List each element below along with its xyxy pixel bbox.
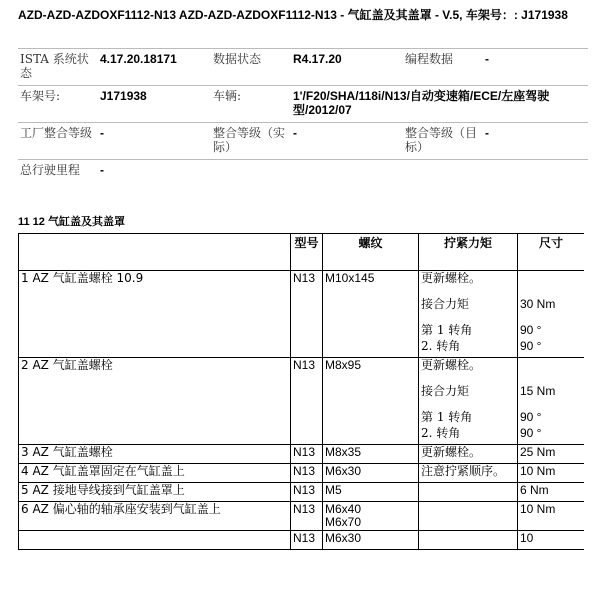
cell-torque	[419, 445, 518, 464]
torque-step: 接合力矩	[421, 297, 470, 311]
cell-description: 3 AZ 气缸盖螺栓	[19, 445, 291, 464]
info-label: 总行驶里程	[18, 160, 98, 183]
size-value: 10 Nm	[520, 464, 556, 478]
cell-model: N13	[291, 502, 323, 531]
size-value	[520, 272, 582, 298]
info-row	[18, 49, 588, 86]
cell-size	[518, 464, 585, 483]
torque-step: 更新螺栓。	[421, 445, 482, 459]
table-row	[19, 483, 585, 502]
cell-description	[19, 531, 291, 550]
torque-step: 2. 转角	[421, 426, 461, 440]
info-value: J171938	[98, 86, 211, 123]
thread-value: M6x30	[325, 464, 362, 478]
info-value: R4.17.20	[291, 49, 403, 86]
table-row	[19, 464, 585, 483]
cell-thread	[323, 445, 419, 464]
size-value: 15 Nm	[520, 384, 556, 398]
torque-table	[18, 233, 584, 550]
column-header-torque: 拧紧力矩	[419, 234, 518, 271]
cell-model: N13	[291, 531, 323, 550]
table-body	[19, 271, 585, 550]
cell-size	[518, 271, 585, 358]
torque-step: 第 1 转角	[421, 323, 473, 337]
info-label: 工厂整合等级	[18, 123, 98, 160]
size-value: 30 Nm	[520, 297, 556, 311]
cell-torque	[419, 483, 518, 502]
size-value: 6 Nm	[520, 483, 549, 497]
cell-torque	[419, 502, 518, 531]
info-value: 4.17.20.18171	[98, 49, 211, 86]
info-label: 整合等级（目标）	[403, 123, 483, 160]
info-value: -	[98, 123, 211, 160]
info-value: -	[483, 123, 588, 160]
cell-size	[518, 531, 585, 550]
column-header-desc	[19, 234, 291, 271]
column-header-size: 尺寸	[518, 234, 585, 271]
size-value: 90 °	[520, 339, 542, 353]
section-title: 11 12 气缸盖及其盖罩	[18, 216, 125, 228]
thread-value: M8x95	[325, 358, 362, 372]
cell-description: 5 AZ 接地导线接到气缸盖罩上	[19, 483, 291, 502]
cell-torque	[419, 271, 518, 358]
cell-thread	[323, 483, 419, 502]
table-row	[19, 358, 585, 445]
thread-value: M6x30	[325, 531, 362, 545]
torque-table-wrapper	[18, 233, 584, 604]
info-row	[18, 123, 588, 160]
info-table	[18, 48, 588, 182]
cell-thread	[323, 531, 419, 550]
thread-value: M8x35	[325, 445, 362, 459]
cell-description: 2 AZ 气缸盖螺栓	[19, 358, 291, 445]
cell-size	[518, 483, 585, 502]
cell-description: 6 AZ 偏心轴的轴承座安装到气缸盖上	[19, 502, 291, 531]
cell-thread	[323, 358, 419, 445]
torque-step	[421, 484, 515, 500]
size-value: 10	[520, 531, 534, 545]
info-value: -	[291, 123, 403, 160]
cell-model: N13	[291, 483, 323, 502]
info-label: 车辆:	[211, 86, 291, 123]
table-row	[19, 445, 585, 464]
table-row	[19, 502, 585, 531]
cell-thread	[323, 464, 419, 483]
thread-value: M10x145	[325, 271, 375, 285]
info-value: -	[98, 160, 211, 183]
cell-torque	[419, 531, 518, 550]
cell-torque	[419, 464, 518, 483]
info-value: -	[483, 49, 588, 86]
torque-step: 注意拧紧顺序。	[421, 464, 506, 478]
document-title: AZD-AZD-AZDOXF1112-N13 AZD-AZD-AZDOXF1112-N13 - 气缸盖及其盖罩 - V.5, 车架号：: J171938	[18, 8, 568, 22]
torque-step: 接合力矩	[421, 384, 470, 398]
cell-description: 4 AZ 气缸盖罩固定在气缸盖上	[19, 464, 291, 483]
cell-model: N13	[291, 271, 323, 358]
size-value: 10 Nm	[520, 502, 556, 516]
cell-size	[518, 502, 585, 531]
info-row	[18, 86, 588, 123]
torque-step	[421, 503, 515, 519]
thread-value: M6x40	[325, 502, 362, 516]
torque-step: 2. 转角	[421, 339, 461, 353]
cell-model: N13	[291, 358, 323, 445]
size-value: 90 °	[520, 323, 542, 337]
table-row	[19, 271, 585, 358]
cell-size	[518, 358, 585, 445]
thread-value: M6x70	[325, 515, 362, 529]
info-label: 数据状态	[211, 49, 291, 86]
torque-step: 更新螺栓。	[421, 271, 482, 285]
table-row	[19, 531, 585, 550]
size-value: 25 Nm	[520, 445, 556, 459]
info-label: 编程数据	[403, 49, 483, 86]
thread-value: M5	[325, 483, 342, 497]
table-header-row	[19, 234, 585, 271]
size-value: 90 °	[520, 426, 542, 440]
cell-thread	[323, 502, 419, 531]
torque-step: 更新螺栓。	[421, 358, 482, 372]
info-row	[18, 160, 588, 183]
cell-torque	[419, 358, 518, 445]
size-value: 90 °	[520, 410, 542, 424]
cell-model: N13	[291, 445, 323, 464]
cell-size	[518, 445, 585, 464]
torque-step: 第 1 转角	[421, 410, 473, 424]
column-header-model: 型号	[291, 234, 323, 271]
torque-step	[421, 532, 515, 548]
cell-thread	[323, 271, 419, 358]
cell-description: 1 AZ 气缸盖螺栓 10.9	[19, 271, 291, 358]
cell-model: N13	[291, 464, 323, 483]
info-label: ISTA 系统状态	[18, 49, 98, 86]
column-header-thread: 螺纹	[323, 234, 419, 271]
size-value	[520, 359, 582, 385]
info-value: 1'/F20/SHA/118i/N13/自动变速箱/ECE/左座驾驶型/2012/07	[291, 86, 588, 123]
info-label: 整合等级（实际）	[211, 123, 291, 160]
info-label: 车架号:	[18, 86, 98, 123]
